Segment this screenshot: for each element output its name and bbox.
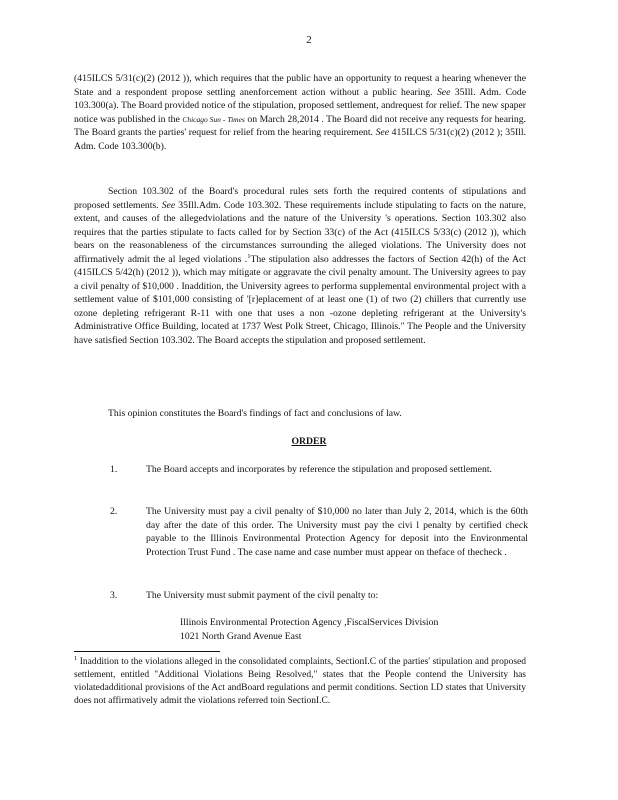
order-item-number: 2. bbox=[110, 506, 118, 517]
paragraph-1-text-c: on March 28,2014 . The Board did not receive any requests for hearing. The Board grants the parties' request for relief from the hearing requirement. bbox=[74, 113, 527, 138]
see-signal: See bbox=[161, 199, 176, 211]
order-item-text: The University must submit payment of the civil penalty to: bbox=[146, 590, 379, 601]
address-line: Illinois Environmental Protection Agency ,FiscalServices Division bbox=[180, 617, 439, 628]
footnote bbox=[74, 656, 526, 708]
paragraph-2-text-b: 35Ill.Adm. Code 103.302. These requirements include stipulating to facts on the nature, extent, and causes of the allegedviolations and the nature of the University 's operations. Section 103.302 also requires that the parties stipulate to facts called for by Section 33(c) of the Act (415ILCS 5/33(c) (2012 )), which bears on the reasonableness of the circumstances surrounding the alleged violations. The University does not affirmatively admit the al leged violations . bbox=[74, 199, 526, 265]
paragraph-1-text-d: 415ILCS 5/31(c)(2) (2012 ); 35Ill. Adm. Code 103.300(b). bbox=[74, 127, 527, 152]
order-item-number: 1. bbox=[110, 464, 118, 475]
order-item-text: The University must pay a civil penalty of $10,000 no later than July 2, 2014, which is the 60th day after the date of this order. The University must pay the civi l penalty by certified check payable to the Illinois Environmental Protection Agency for deposit into the Environmental Protection Trust Fund . The case name and case number must appear on theface of thecheck . bbox=[146, 506, 528, 558]
payment-address bbox=[180, 616, 438, 643]
paragraph-findings: This opinion constitutes the Board's findings of fact and conclusions of law. bbox=[108, 408, 402, 419]
paragraph-hearing-relief bbox=[74, 72, 526, 153]
footnote-reference[interactable]: 1 bbox=[247, 252, 251, 260]
footnote-text: Inaddition to the violations alleged in the consolidated complaints, SectionI.C of the parties' stipulation and proposed settlement, entitled "Additional Violations Being Resolved," states that the People contend the University has violatedadditional provisions of the Act andBoard regulations and permit conditions. Section I.D states that University does not affirmatively admit the violations referred toin SectionI.C. bbox=[74, 657, 526, 706]
order-heading: ORDER bbox=[291, 436, 327, 447]
paragraph-section-103-302 bbox=[74, 185, 526, 347]
paragraph-2-text-c: The stipulation also addresses the factors of Section 42(h) of the Act (415ILCS 5/42(h) (2012 )), which may mitigate or aggravate the civil penalty amount. The University agrees to pay a civil penalty of $10,000 . Inaddition, the University agrees to performa supplemental environmental project with a settlement value of $101,000 consisting of '[r]eplacement of at least one (1) of two (2) chillers that currently use ozone depleting refrigerant R-11 with one that uses a non -ozone depleting refrigerant at the University's Administrative Office Building, located at 1737 West Polk Street, Chicago, Illinois." The People and the University have satisfied Section 103.302. The Board accepts the stipulation and proposed settlement. bbox=[74, 253, 526, 346]
paragraph-1-text-a: (415ILCS 5/31(c)(2) (2012 )), which requires that the public have an opportunity to request a hearing whenever the State and a respondent propose settling anenforcement action without a public hearing. bbox=[74, 73, 526, 98]
order-item-number: 3. bbox=[110, 590, 118, 601]
paragraph-1-text-b: 35Ill. Adm. Code 103.300(a). The Board provided notice of the stipulation, proposed settlement, andrequest for relief. The new spaper notice was published in the bbox=[74, 86, 527, 125]
newspaper-name: Chicago Sun - Times bbox=[182, 114, 245, 124]
address-line: 1021 North Grand Avenue East bbox=[180, 630, 302, 642]
footnote-marker: 1 bbox=[74, 655, 78, 662]
see-signal: See bbox=[436, 86, 451, 98]
page-number: 2 bbox=[306, 34, 312, 46]
order-item-text: The Board accepts and incorporates by reference the stipulation and proposed settlement. bbox=[146, 464, 492, 475]
see-signal: See bbox=[375, 127, 390, 138]
paragraph-2-text-a: Section 103.302 of the Board's procedural rules sets forth the required contents of stipulations and proposed settlements. bbox=[74, 186, 526, 211]
footnote-divider bbox=[74, 651, 220, 652]
